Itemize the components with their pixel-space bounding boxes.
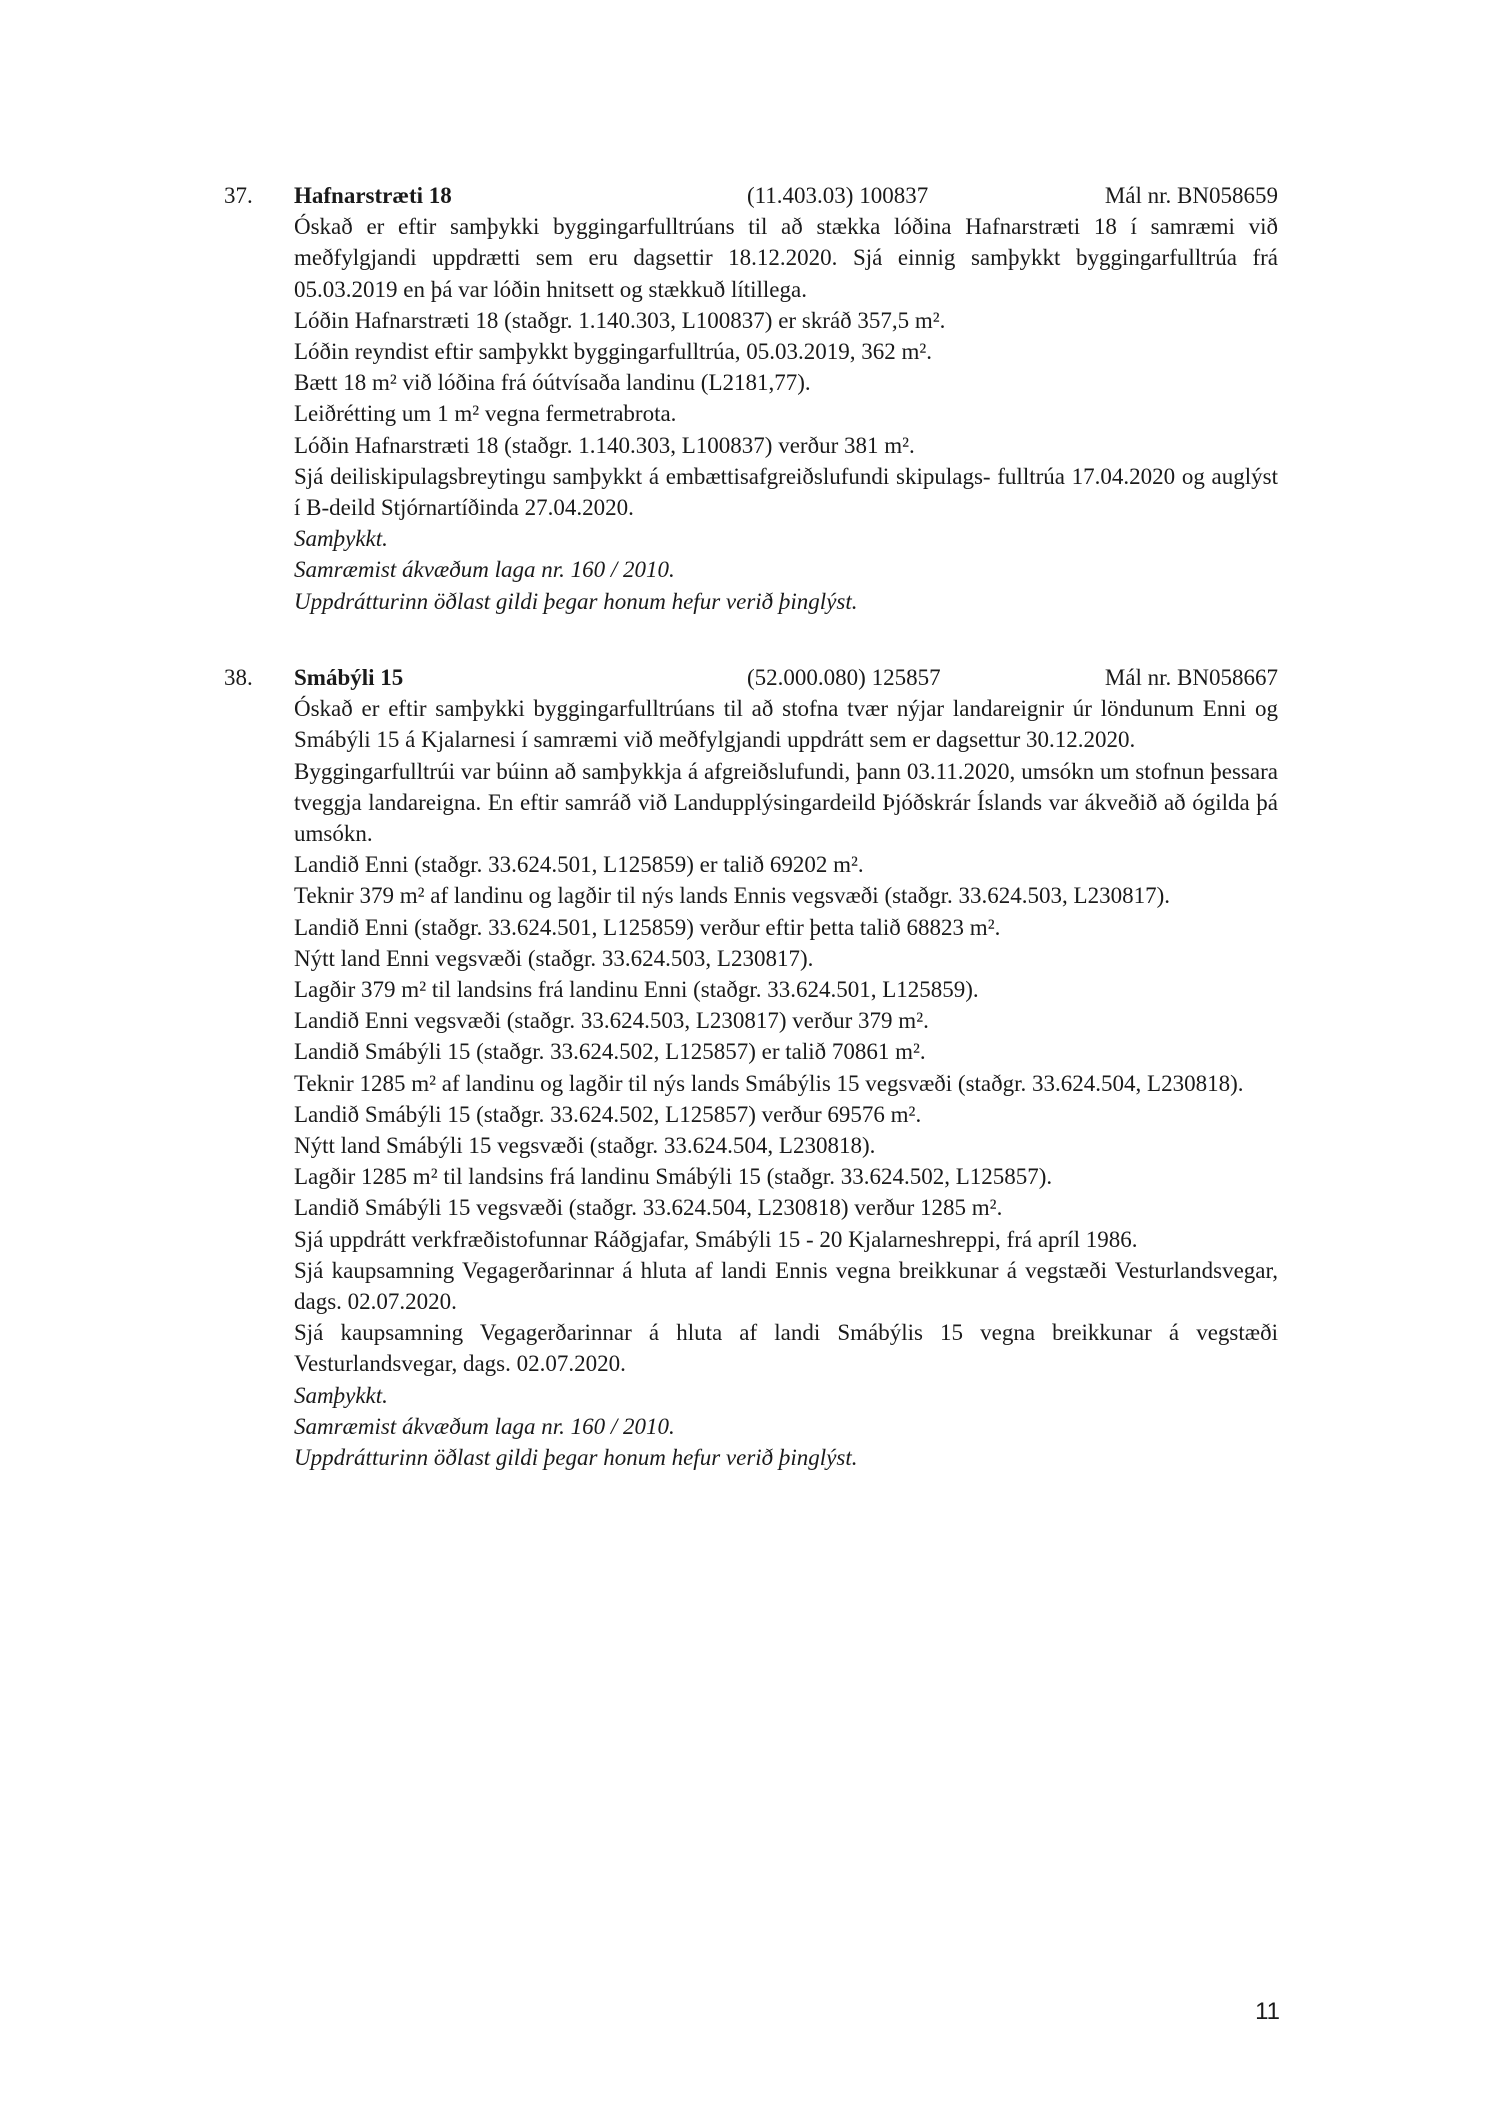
item-paragraph: Leiðrétting um 1 m² vegna fermetrabrota.: [294, 401, 677, 427]
item-paragraph: Lagðir 1285 m² til landsins frá landinu Smábýli 15 (staðgr. 33.624.502, L125857).: [294, 1164, 1053, 1190]
item-paragraph: Lagðir 379 m² til landsins frá landinu Enni (staðgr. 33.624.501, L125859).: [294, 977, 979, 1003]
item-paragraph: Sjá uppdrátt verkfræðistofunnar Ráðgjafar, Smábýli 15 - 20 Kjalarneshreppi, frá apríl 1986.: [294, 1226, 1138, 1252]
item-case-number: Mál nr. BN058659: [1104, 183, 1278, 208]
item-body: [294, 211, 1278, 617]
item-paragraph: Bætt 18 m² við lóðina frá óútvísaða landinu (L2181,77).: [294, 370, 811, 396]
item-paragraph: Óskað er eftir samþykki byggingarfulltrúans til að stofna tvær nýjar landareignir úr löndunum Enni og Smábýli 15 á Kjalarnesi í samræmi við meðfylgjandi uppdrátt sem er dagsettur 30.12.2020.: [294, 696, 1278, 753]
item-paragraph: Lóðin reyndist eftir samþykkt byggingarfulltrúa, 05.03.2019, 362 m².: [294, 339, 933, 364]
decision-approved: Samþykkt.: [294, 1382, 388, 1408]
item-header: [224, 180, 1278, 211]
item-title: Smábýli 15: [294, 665, 404, 690]
decision-validity: Uppdrátturinn öðlast gildi þegar honum hefur verið þinglýst.: [294, 1445, 858, 1471]
agenda-item-38: [224, 662, 1278, 1473]
item-property-code: (52.000.080) 125857: [747, 665, 941, 690]
item-paragraph: Landið Smábýli 15 (staðgr. 33.624.502, L125857) verður 69576 m².: [294, 1101, 922, 1127]
item-title: Hafnarstræti 18: [294, 183, 452, 208]
item-paragraph: Landið Smábýli 15 (staðgr. 33.624.502, L125857) er talið 70861 m².: [294, 1039, 926, 1065]
item-number: 37.: [224, 183, 253, 208]
item-paragraph: Lóðin Hafnarstræti 18 (staðgr. 1.140.303, L100837) verður 381 m².: [294, 432, 915, 458]
agenda-item-37: [224, 180, 1278, 617]
decision-law-reference: Samræmist ákvæðum laga nr. 160 / 2010.: [294, 557, 675, 583]
item-paragraph: Byggingarfulltrúi var búinn að samþykkja á afgreiðslufundi, þann 03.11.2020, umsókn um stofnun þessara tveggja landareigna. En eftir samráð við Landupplýsingardeild Þjóðskrár Íslands var ákveðið að ógilda þá umsókn.: [294, 758, 1278, 846]
item-paragraph: Óskað er eftir samþykki byggingarfulltrúans til að stækka lóðina Hafnarstræti 18 í samræmi við meðfylgjandi uppdrætti sem eru dagsettir 18.12.2020. Sjá einnig samþykkt byggingarfulltrúa frá 05.03.2019 en þá var lóðin hnitsett og stækkuð lítillega.: [294, 214, 1278, 302]
item-paragraph: Sjá kaupsamning Vegagerðarinnar á hluta af landi Ennis vegna breikkunar á vegstæði Vesturlandsvegar, dags. 02.07.2020.: [294, 1257, 1278, 1315]
item-body: [294, 693, 1278, 1473]
item-paragraph: Sjá kaupsamning Vegagerðarinnar á hluta af landi Smábýlis 15 vegna breikkunar á vegstæði Vesturlandsvegar, dags. 02.07.2020.: [294, 1320, 1278, 1377]
page-number: 11: [1255, 1998, 1280, 2025]
item-header: [224, 662, 1278, 693]
item-paragraph: Landið Enni vegsvæði (staðgr. 33.624.503, L230817) verður 379 m².: [294, 1008, 929, 1034]
item-paragraph: Landið Enni (staðgr. 33.624.501, L125859) verður eftir þetta talið 68823 m².: [294, 914, 1001, 940]
item-paragraph: Landið Smábýli 15 vegsvæði (staðgr. 33.624.504, L230818) verður 1285 m².: [294, 1195, 1003, 1221]
decision-approved: Samþykkt.: [294, 526, 388, 552]
item-paragraph: Teknir 379 m² af landinu og lagðir til nýs lands Ennis vegsvæði (staðgr. 33.624.503, L230817).: [294, 883, 1170, 909]
item-paragraph: Lóðin Hafnarstræti 18 (staðgr. 1.140.303, L100837) er skráð 357,5 m².: [294, 307, 946, 333]
item-number: 38.: [224, 665, 253, 690]
decision-validity: Uppdrátturinn öðlast gildi þegar honum hefur verið þinglýst.: [294, 588, 858, 614]
item-paragraph: Nýtt land Enni vegsvæði (staðgr. 33.624.503, L230817).: [294, 945, 814, 971]
item-paragraph: Sjá deiliskipulagsbreytingu samþykkt á embættisafgreiðslufundi skipulags- fulltrúa 17.04.2020 og auglýst í B-deild Stjórnartíðinda 27.04.2020.: [294, 463, 1278, 521]
item-paragraph: Nýtt land Smábýli 15 vegsvæði (staðgr. 33.624.504, L230818).: [294, 1133, 876, 1159]
item-paragraph: Landið Enni (staðgr. 33.624.501, L125859) er talið 69202 m².: [294, 852, 864, 878]
decision-law-reference: Samræmist ákvæðum laga nr. 160 / 2010.: [294, 1413, 675, 1439]
item-paragraph: Teknir 1285 m² af landinu og lagðir til nýs lands Smábýlis 15 vegsvæði (staðgr. 33.624.504, L230818).: [294, 1070, 1244, 1096]
item-case-number: Mál nr. BN058667: [1104, 665, 1278, 690]
item-property-code: (11.403.03) 100837: [747, 183, 929, 208]
